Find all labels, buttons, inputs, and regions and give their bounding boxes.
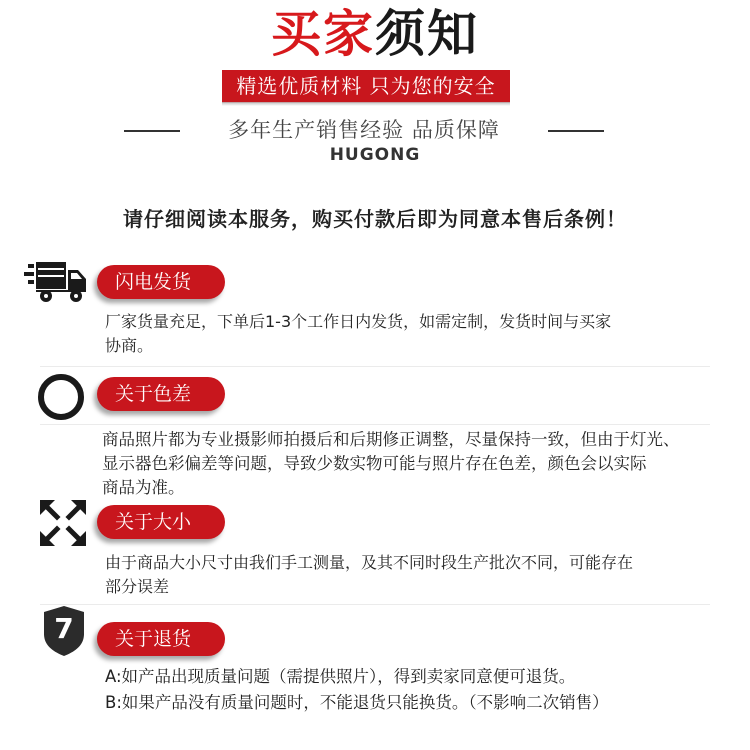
section-label-color: 关于色差 <box>97 377 225 411</box>
banner-shadow <box>222 102 510 106</box>
shield-number: 7 <box>54 612 74 645</box>
section-text-color <box>102 428 742 500</box>
brand-name: HUGONG <box>329 145 421 165</box>
section-divider <box>40 424 710 425</box>
expand-arrows-icon <box>38 498 88 548</box>
notice-text: 请仔细阅读本服务，购买付款后即为同意本售后条例！ <box>123 207 627 231</box>
tagline: 多年生产销售经验 品质保障 <box>228 118 500 142</box>
section-text-shipping <box>105 310 720 358</box>
text-line: 部分误差 <box>105 577 170 596</box>
page-title <box>0 4 750 64</box>
text-line: 商品照片都为专业摄影师拍摄后和后期修正调整，尽量保持一致，但由于灯光、 <box>102 430 680 449</box>
quality-banner: 精选优质材料 只为您的安全 <box>222 70 510 103</box>
tagline-right-rule <box>548 130 604 132</box>
shield-seven-icon <box>40 604 88 658</box>
section-divider <box>40 366 710 367</box>
section-label-size: 关于大小 <box>97 505 225 539</box>
text-line: 厂家货量充足，下单后1-3个工作日内发货，如需定制，发货时间与买家 <box>105 312 612 331</box>
text-line: 显示器色彩偏差等问题，导致少数实物可能与照片存在色差，颜色会以实际 <box>102 454 647 473</box>
truck-icon <box>24 258 88 304</box>
page-title-red: 买家 <box>271 5 375 63</box>
section-text-returns <box>105 664 720 716</box>
section-text-size <box>105 551 720 599</box>
section-label-shipping: 闪电发货 <box>97 265 225 299</box>
ring-icon <box>36 372 86 422</box>
tagline-left-rule <box>124 130 180 132</box>
tagline-row <box>0 116 750 144</box>
text-line: 由于商品大小尺寸由我们手工测量，及其不同时段生产批次不同，可能存在 <box>105 553 634 572</box>
section-label-returns: 关于退货 <box>97 622 225 656</box>
text-line: 商品为准。 <box>102 478 185 497</box>
text-line: 协商。 <box>105 336 154 355</box>
text-line: B:如果产品没有质量问题时，不能退货只能换货。（不影响二次销售） <box>105 693 609 712</box>
page-title-black: 须知 <box>375 5 479 63</box>
section-divider <box>40 604 710 605</box>
text-line: A:如产品出现质量问题（需提供照片），得到卖家同意便可退货。 <box>105 667 576 686</box>
